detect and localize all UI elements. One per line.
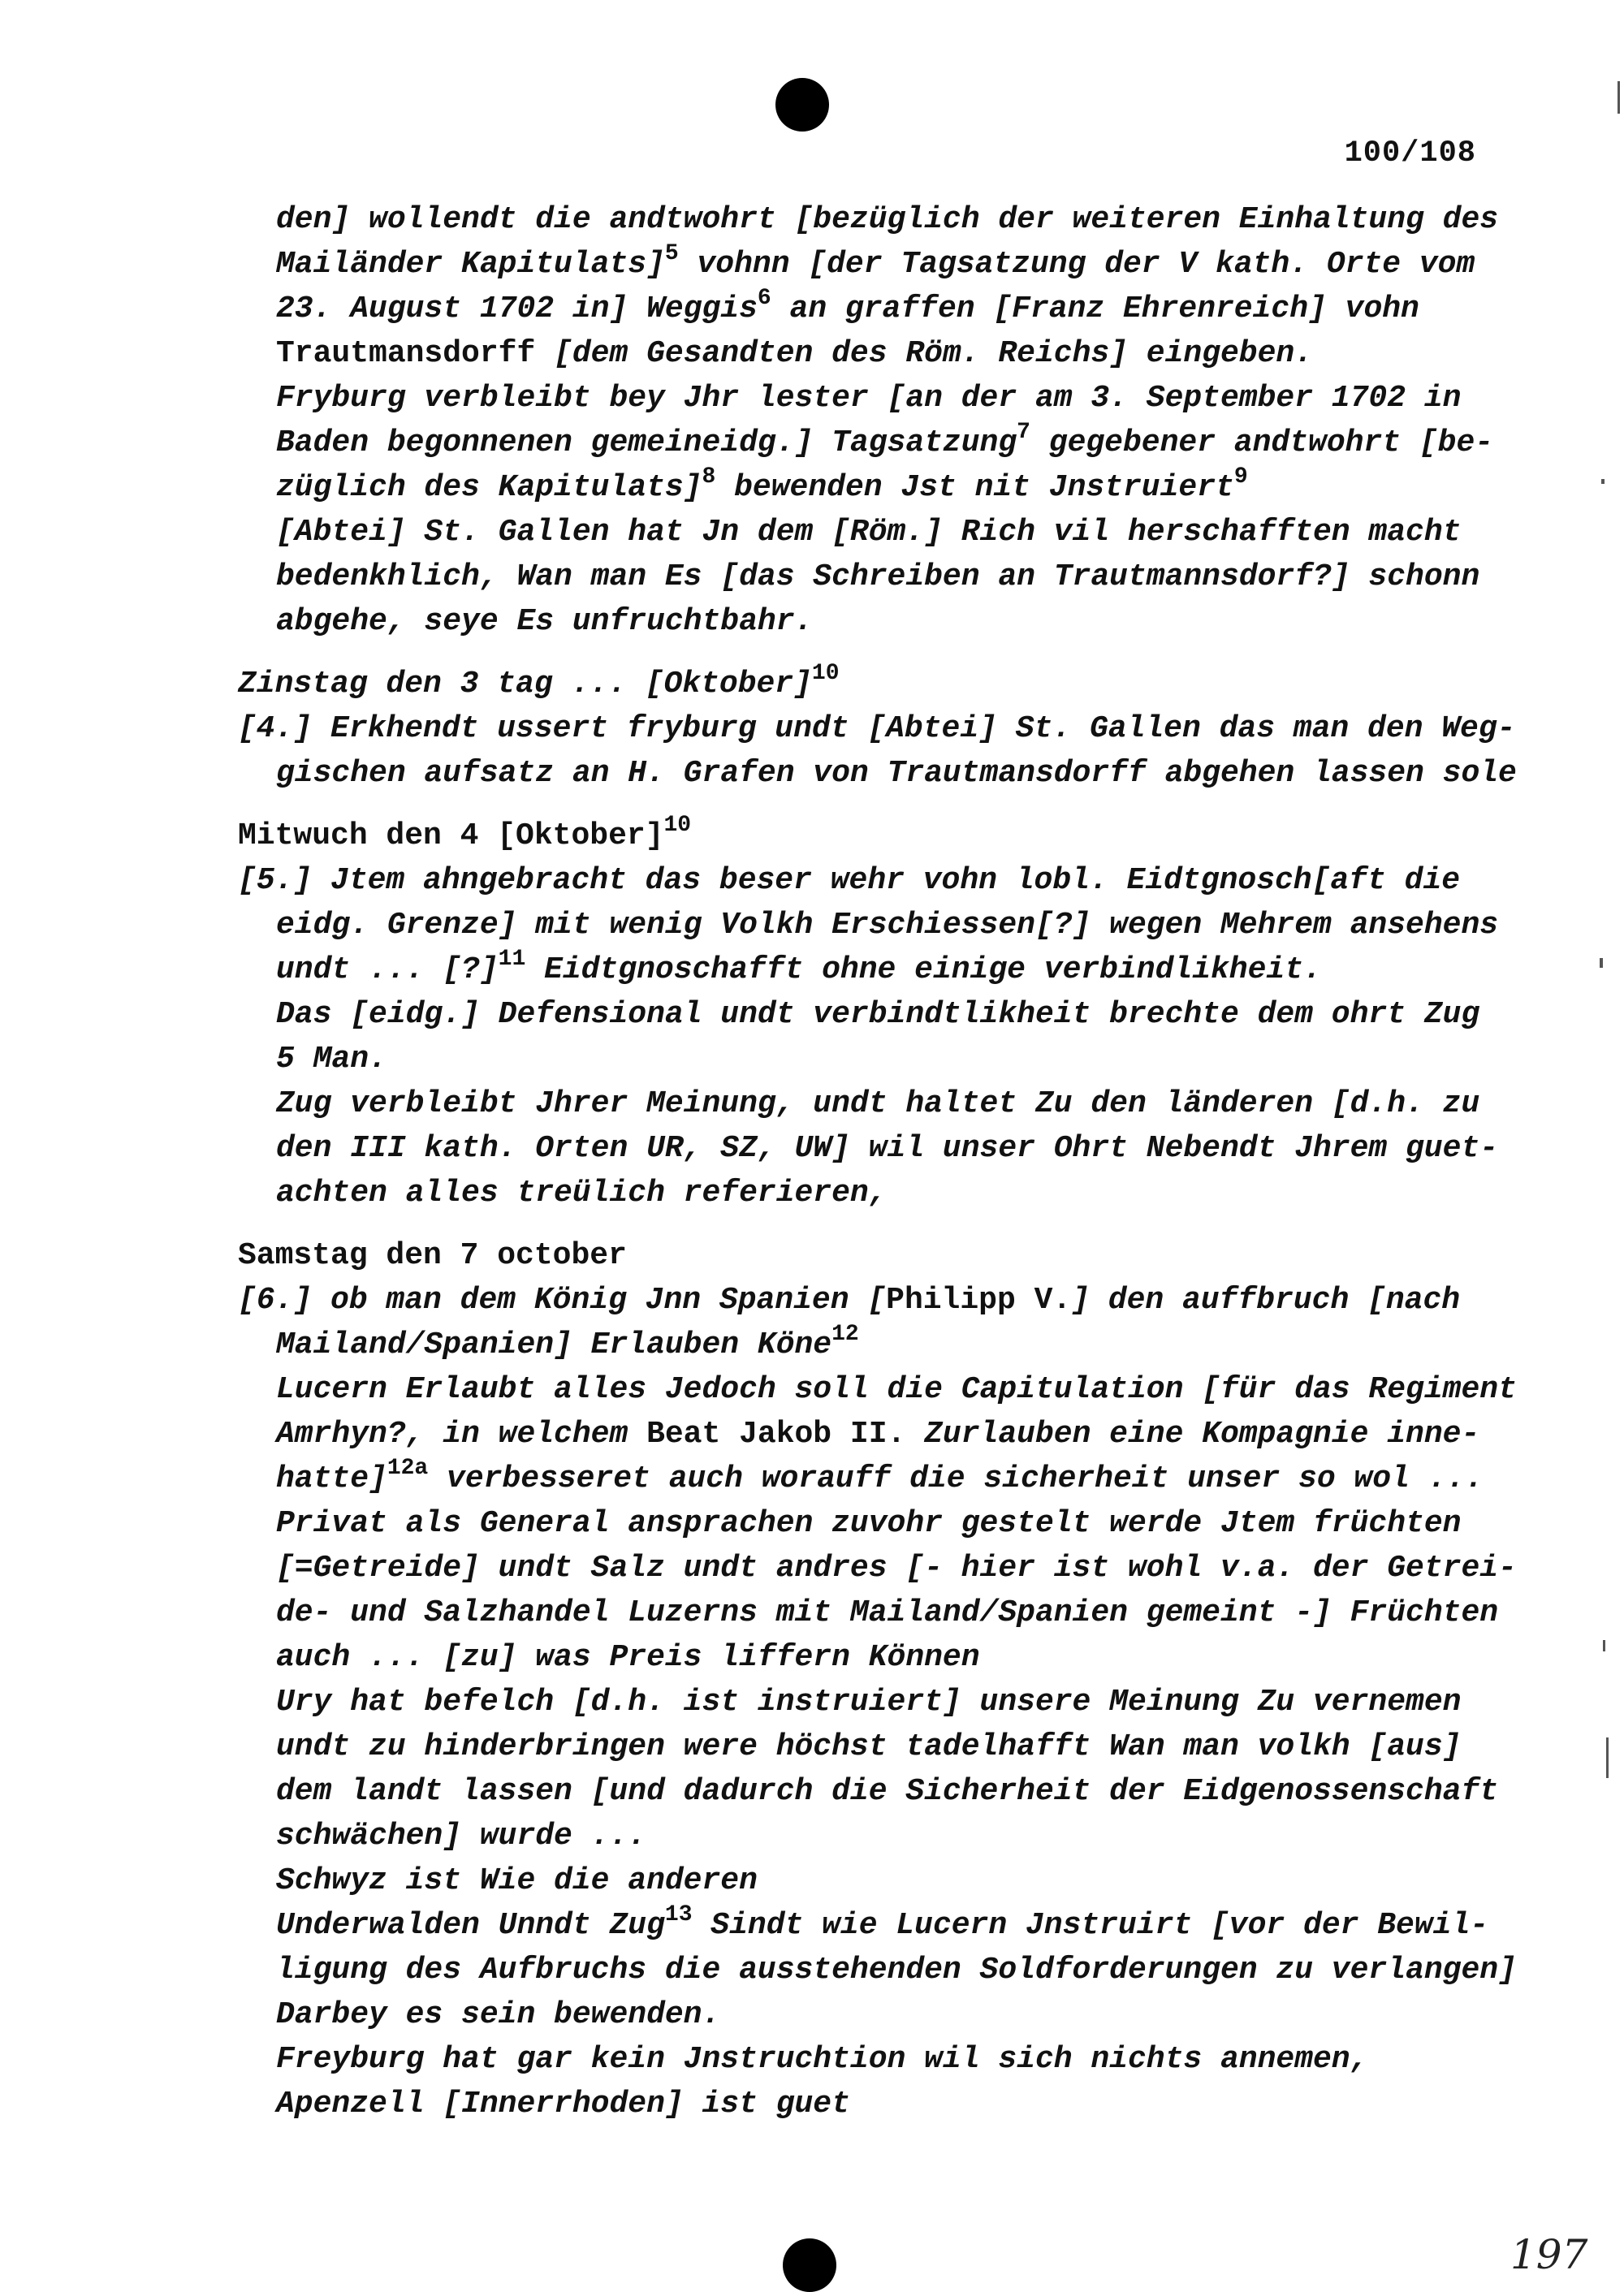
text-line: züglich des Kapitulats]$^8$ bewenden Jst nit Jnstruiert$^9$ [276,464,1248,505]
text-line: 23. August 1702 in] Weggis$^6$ an graffen [Franz Ehrenreich] vohn [276,286,1419,326]
text-line: hatte]$^{12a}$ verbesseret auch worauff die sicherheit unser so wol ... [276,1456,1484,1496]
footnote-ref: 9 [1233,464,1248,490]
date-heading: Mitwuch den 4 [Oktober]$^{10}$ [238,813,692,853]
text-line: Underwalden Unndt Zug$^{13}$ Sindt wie Lucern Jnstruirt [vor der Bewil- [276,1902,1489,1943]
text-line: Das [eidg.] Defensional undt verbindtlikheit brechte dem ohrt Zug [276,997,1480,1032]
text-line: Trautmansdorff [dem Gesandten des Röm. Reichs] eingeben. [276,336,1314,371]
handwritten-folio-number: 197 [1510,2231,1588,2278]
date-heading: Samstag den 7 october [238,1238,627,1273]
footnote-ref: 12 [831,1322,859,1348]
footnote-ref: 6 [757,286,771,312]
punch-hole-bottom [783,2238,836,2292]
text-line: bedenkhlich, Wan man Es [das Schreiben an Trautmannsdorf?] schonn [276,559,1480,594]
text-line: abgehe, seye Es unfruchtbahr. [276,604,814,639]
text-line: undt ... [?]$^{11}$ Eidtgnoschafft ohne einige verbindlikheit. [276,947,1322,987]
text-line: achten alles treülich referieren, [276,1176,888,1211]
date-heading: Zinstag den 3 tag ... [Oktober]$^{10}$ [238,661,840,701]
footnote-ref: 10 [811,661,840,687]
footnote-ref: 7 [1017,420,1030,446]
page-number: 100/108 [1344,136,1476,170]
footnote-ref: 11 [498,947,526,973]
footnote-ref: 10 [663,813,692,839]
text-line: Fryburg verbleibt bey Jhr lester [an der am 3. September 1702 in [276,381,1462,416]
text-line: den] wollendt die andtwohrt [bezüglich der weiteren Einhaltung des [276,202,1499,237]
text-line: eidg. Grenze] mit wenig Volkh Erschiessen[?] wegen Mehrem ansehens [276,908,1499,943]
footnote-ref: 12a [387,1456,429,1482]
text-line: 5 Man. [276,1042,387,1077]
person-name: Trautmansdorff [276,336,536,371]
text-line: Freyburg hat gar kein Jnstruchtion wil sich nichts annemen, [276,2042,1369,2077]
text-line: Privat als General ansprachen zuvohr gestelt werde Jtem früchten [276,1506,1462,1541]
text-line: Ury hat befelch [d.h. ist instruiert] unsere Meinung Zu vernemen [276,1685,1462,1720]
text-line: Amrhyn?, in welchem Beat Jakob II. Zurlauben eine Kompagnie inne- [276,1417,1480,1452]
text-line: Schwyz ist Wie die anderen [276,1863,758,1898]
text-line: Mailand/Spanien] Erlauben Köne$^{12}$ [276,1322,859,1362]
text-line: den III kath. Orten UR, SZ, UW] wil unser Ohrt Nebendt Jhrem guet- [276,1131,1499,1166]
text-line: [6.] ob man dem König Jnn Spanien [Philipp V.] den auffbruch [nach [238,1283,1461,1318]
text-line: Apenzell [Innerrhoden] ist guet [276,2087,850,2122]
text-line: dem landt lassen [und dadurch die Sicherheit der Eidgenossenschaft [276,1774,1499,1809]
text-line: de- und Salzhandel Luzerns mit Mailand/Spanien gemeint -] Früchten [276,1595,1499,1630]
footnote-ref: 5 [664,241,679,267]
text-line: Baden begonnenen gemeineidg.] Tagsatzung$^7$ gegebener andtwohrt [be- [276,420,1494,460]
text-line: Lucern Erlaubt alles Jedoch soll die Capitulation [für das Regiment [276,1372,1517,1407]
text-line: gischen aufsatz an H. Grafen von Trautmansdorff abgehen lassen sole [276,756,1517,791]
text-line: [5.] Jtem ahngebracht das beser wehr vohn lobl. Eidtgnosch[aft die [238,863,1461,898]
text-line: Zug verbleibt Jhrer Meinung, undt haltet Zu den länderen [d.h. zu [276,1086,1480,1121]
person-name: Beat Jakob II. [646,1417,906,1452]
footnote-ref: 8 [702,464,716,490]
text-line: Mailänder Kapitulats]$^5$ vohnn [der Tagsatzung der V kath. Orte vom [276,241,1475,282]
text-line: [=Getreide] undt Salz undt andres [- hier ist wohl v.a. der Getrei- [276,1551,1517,1586]
text-line: [4.] Erkhendt ussert fryburg undt [Abtei] St. Gallen das man den Weg- [238,711,1516,746]
text-line: undt zu hinderbringen were höchst tadelhafft Wan man volkh [aus] [276,1729,1462,1764]
footnote-ref: 13 [664,1902,693,1928]
text-line: [Abtei] St. Gallen hat Jn dem [Röm.] Rich vil herschafften macht [276,515,1462,550]
text-line: Darbey es sein bewenden. [276,1997,721,2032]
text-line: auch ... [zu] was Preis liffern Können [276,1640,980,1675]
text-line: schwächen] wurde ... [276,1819,647,1854]
person-name: Philipp V. [886,1283,1072,1318]
text-line: ligung des Aufbruchs die ausstehenden Soldforderungen zu verlangen] [276,1953,1517,1988]
